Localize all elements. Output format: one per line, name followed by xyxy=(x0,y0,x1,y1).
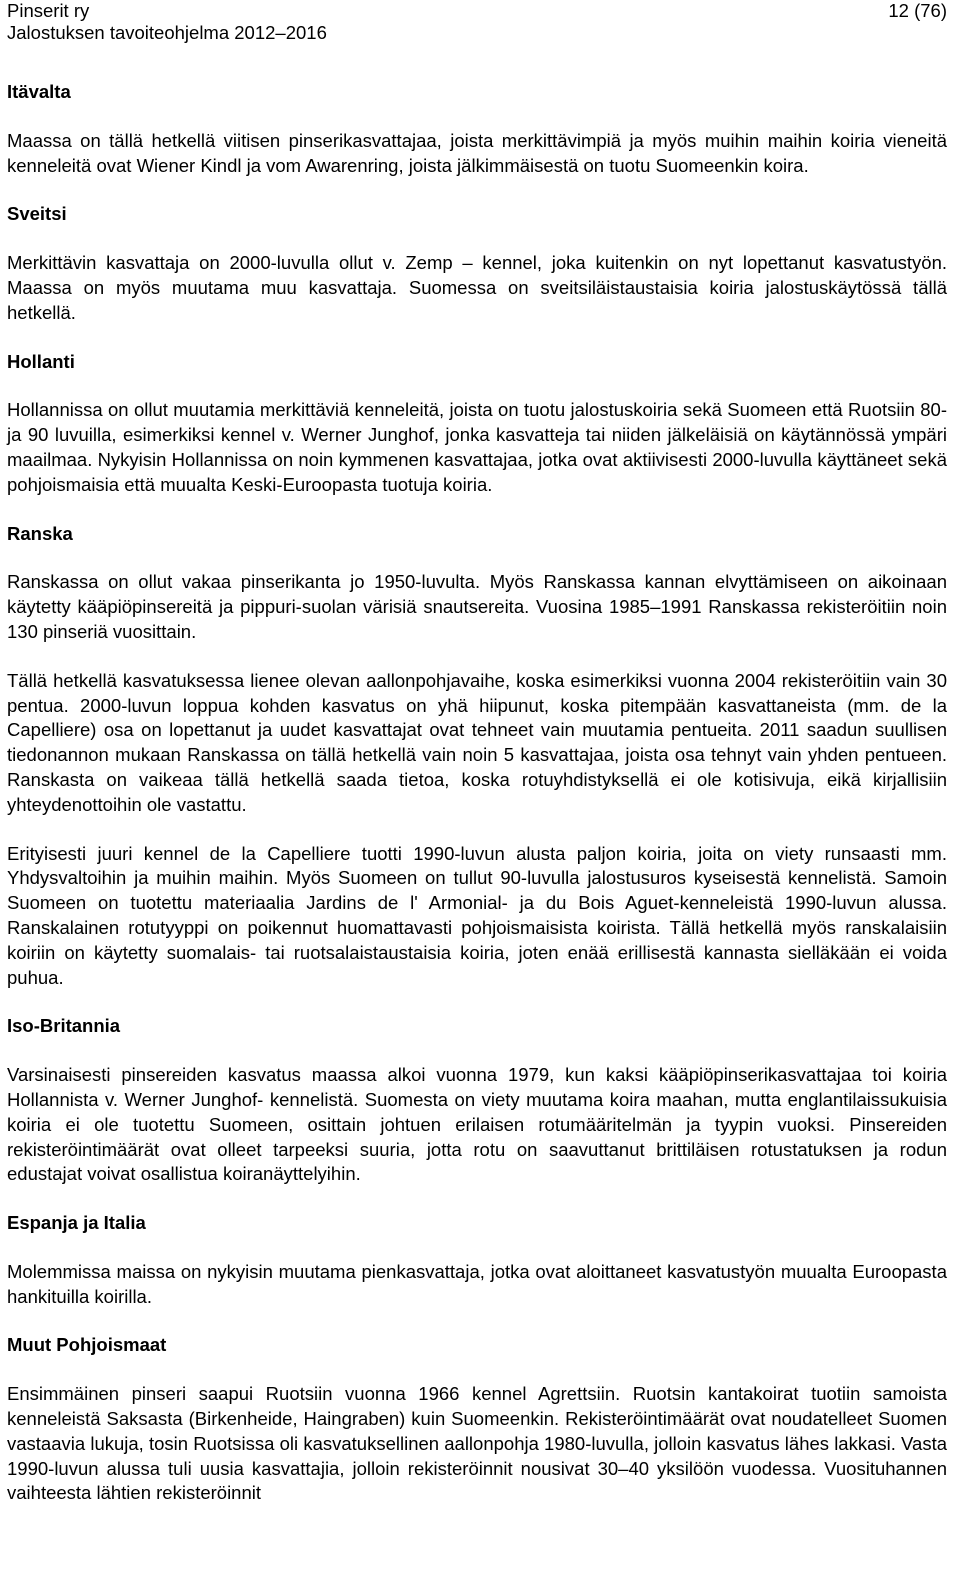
page-header xyxy=(7,0,947,50)
section-heading-sveitsi: Sveitsi xyxy=(7,203,67,225)
section-paragraph-ranska: Ranskassa on ollut vakaa pinserikanta jo 1950-luvulta. Myös Ranskassa kannan elvyttämiseen on aikoinaan käytetty kääpiöpinsereitä ja pippuri-suolan värisiä snautsereita. Vuosina 1985–1991 Ranskassa rekisteröitiin noin 130 pinseriä vuosittain. xyxy=(7,571,947,642)
section-paragraph-espanja-italia: Molemmissa maissa on nykyisin muutama pienkasvattaja, jotka ovat aloittaneet kasvatustyön muualta Euroopasta hankituilla koirilla. xyxy=(7,1260,947,1307)
section-paragraph-itavalta: Maassa on tällä hetkellä viitisen pinserikasvattajaa, joista merkittävimpiä ja myös muihin maihin koiria vieneitä kenneleitä ovat Wiener Kindl ja vom Awarenring, joista jälkimmäisestä on tuotu Suomeenkin koira. xyxy=(7,129,947,176)
section-paragraph-ranska: Erityisesti juuri kennel de la Capelliere tuotti 1990-luvun alusta paljon koiria, joita on viety runsaasti mm. Yhdysvaltoihin ja muihin maihin. Myös Suomeen on tullut 90-luvulla jalostusuros kyseisestä kennelistä. Samoin Suomeen on tuotettu materiaalia Jardins de l' Armonial- ja du Bois Aguet-kenneleistä 1990-luvun alussa. Ranskalainen rotutyyppi on poikennut huomattavasti pohjoismaisista koirista. Tällä hetkellä myös ranskalaisiin koiriin on käytetty suomalais- tai ruotsalaistaustaisia koiria, joten enää erillisestä kannasta sielläkään ei voida puhua. xyxy=(7,842,947,988)
document-title: Jalostuksen tavoiteohjelma 2012–2016 xyxy=(7,22,327,43)
section-paragraph-ranska: Tällä hetkellä kasvatuksessa lienee olevan aallonpohjavaihe, koska esimerkiksi vuonna 2004 rekisteröitiin vain 30 pentua. 2000-luvun loppua kohden kasvatus on yhä hiipunut, koska pitempään kasvattaneista (mm. de la Capelliere) osa on lopettanut ja uudet kasvattajat ovat tehneet vain muutamia pentueita. 2011 saadun suullisen tiedonannon mukaan Ranskassa on tällä hetkellä vain noin 5 kasvattajaa, joista osa tehnyt vain yhden pentueen. Ranskasta on vaikeaa tällä hetkellä saada tietoa, koska rotuyhdistyksellä ei ole kotisivuja, eikä kirjallisiin yhteydenottoihin ole vastattu. xyxy=(7,669,947,815)
page-number: 12 (76) xyxy=(888,0,947,21)
section-heading-hollanti: Hollanti xyxy=(7,350,75,372)
section-heading-iso-britannia: Iso-Britannia xyxy=(7,1015,121,1037)
section-paragraph-hollanti: Hollannissa on ollut muutamia merkittäviä kenneleitä, joista on tuotu jalostuskoiria sekä Suomeen että Ruotsiin 80- ja 90 luvuilla, esimerkiksi kennel v. Werner Junghof, jonka kasvatteja tai niiden jälkeläisiä on käytännössä ympäri maailmaa. Nykyisin Hollannissa on noin kymmenen kasvattajaa, jotka ovat aktiivisesti 2000-luvulla käyttäneet sekä pohjoismaisia että muualta Keski-Euroopasta tuotuja koiria. xyxy=(7,399,947,495)
document-body xyxy=(7,80,947,1506)
section-paragraph-sveitsi: Merkittävin kasvattaja on 2000-luvulla ollut v. Zemp – kennel, joka kuitenkin on nyt lopettanut kasvatustyön. Maassa on myös muutama muu kasvattaja. Suomessa on sveitsiläistaustaisia koiria jalostuskäytössä tällä hetkellä. xyxy=(7,252,947,323)
organization-name: Pinserit ry xyxy=(7,0,90,21)
section-paragraph-muut-pohjoismaat: Ensimmäinen pinseri saapui Ruotsiin vuonna 1966 kennel Agrettsiin. Ruotsin kantakoirat tuotiin samoista kenneleistä Saksasta (Birkenheide, Haingraben) kuin Suomeenkin. Rekisteröintimäärät ovat noudatelleet Suomen vastaavia lukuja, tosin Ruotsissa oli kasvatuksellinen aallonpohja 1980-luvulla, jolloin kasvatus lähes lakkasi. Vasta 1990-luvun alussa tuli uusia kasvattajia, jolloin rekisteröinnit nousivat 30–40 yksilöön vuodessa. Vuosituhannen vaihteesta lähtien rekisteröinnit xyxy=(7,1383,947,1504)
section-heading-espanja-italia: Espanja ja Italia xyxy=(7,1212,146,1234)
document-page xyxy=(7,0,947,1506)
section-paragraph-iso-britannia: Varsinaisesti pinsereiden kasvatus maassa alkoi vuonna 1979, kun kaksi kääpiöpinserikasvattajaa toi koiria Hollannista v. Werner Junghof- kennelistä. Suomesta on viety muutama koira maahan, mutta englantilaissukuisia koiria ei ole tuotettu Suomeen, osittain johtuen erilaisen rotumääritelmän ja tyypin vuoksi. Pinsereiden rekisteröintimäärät ovat olleet tarpeeksi suuria, jotta rotu on saavuttanut brittiläisen rotustatuksen ja rodun edustajat voivat osallistua koiranäyttelyihin. xyxy=(7,1064,947,1185)
section-heading-itavalta: Itävalta xyxy=(7,81,71,102)
section-heading-muut-pohjoismaat: Muut Pohjoismaat xyxy=(7,1334,167,1356)
section-heading-ranska: Ranska xyxy=(7,522,73,544)
